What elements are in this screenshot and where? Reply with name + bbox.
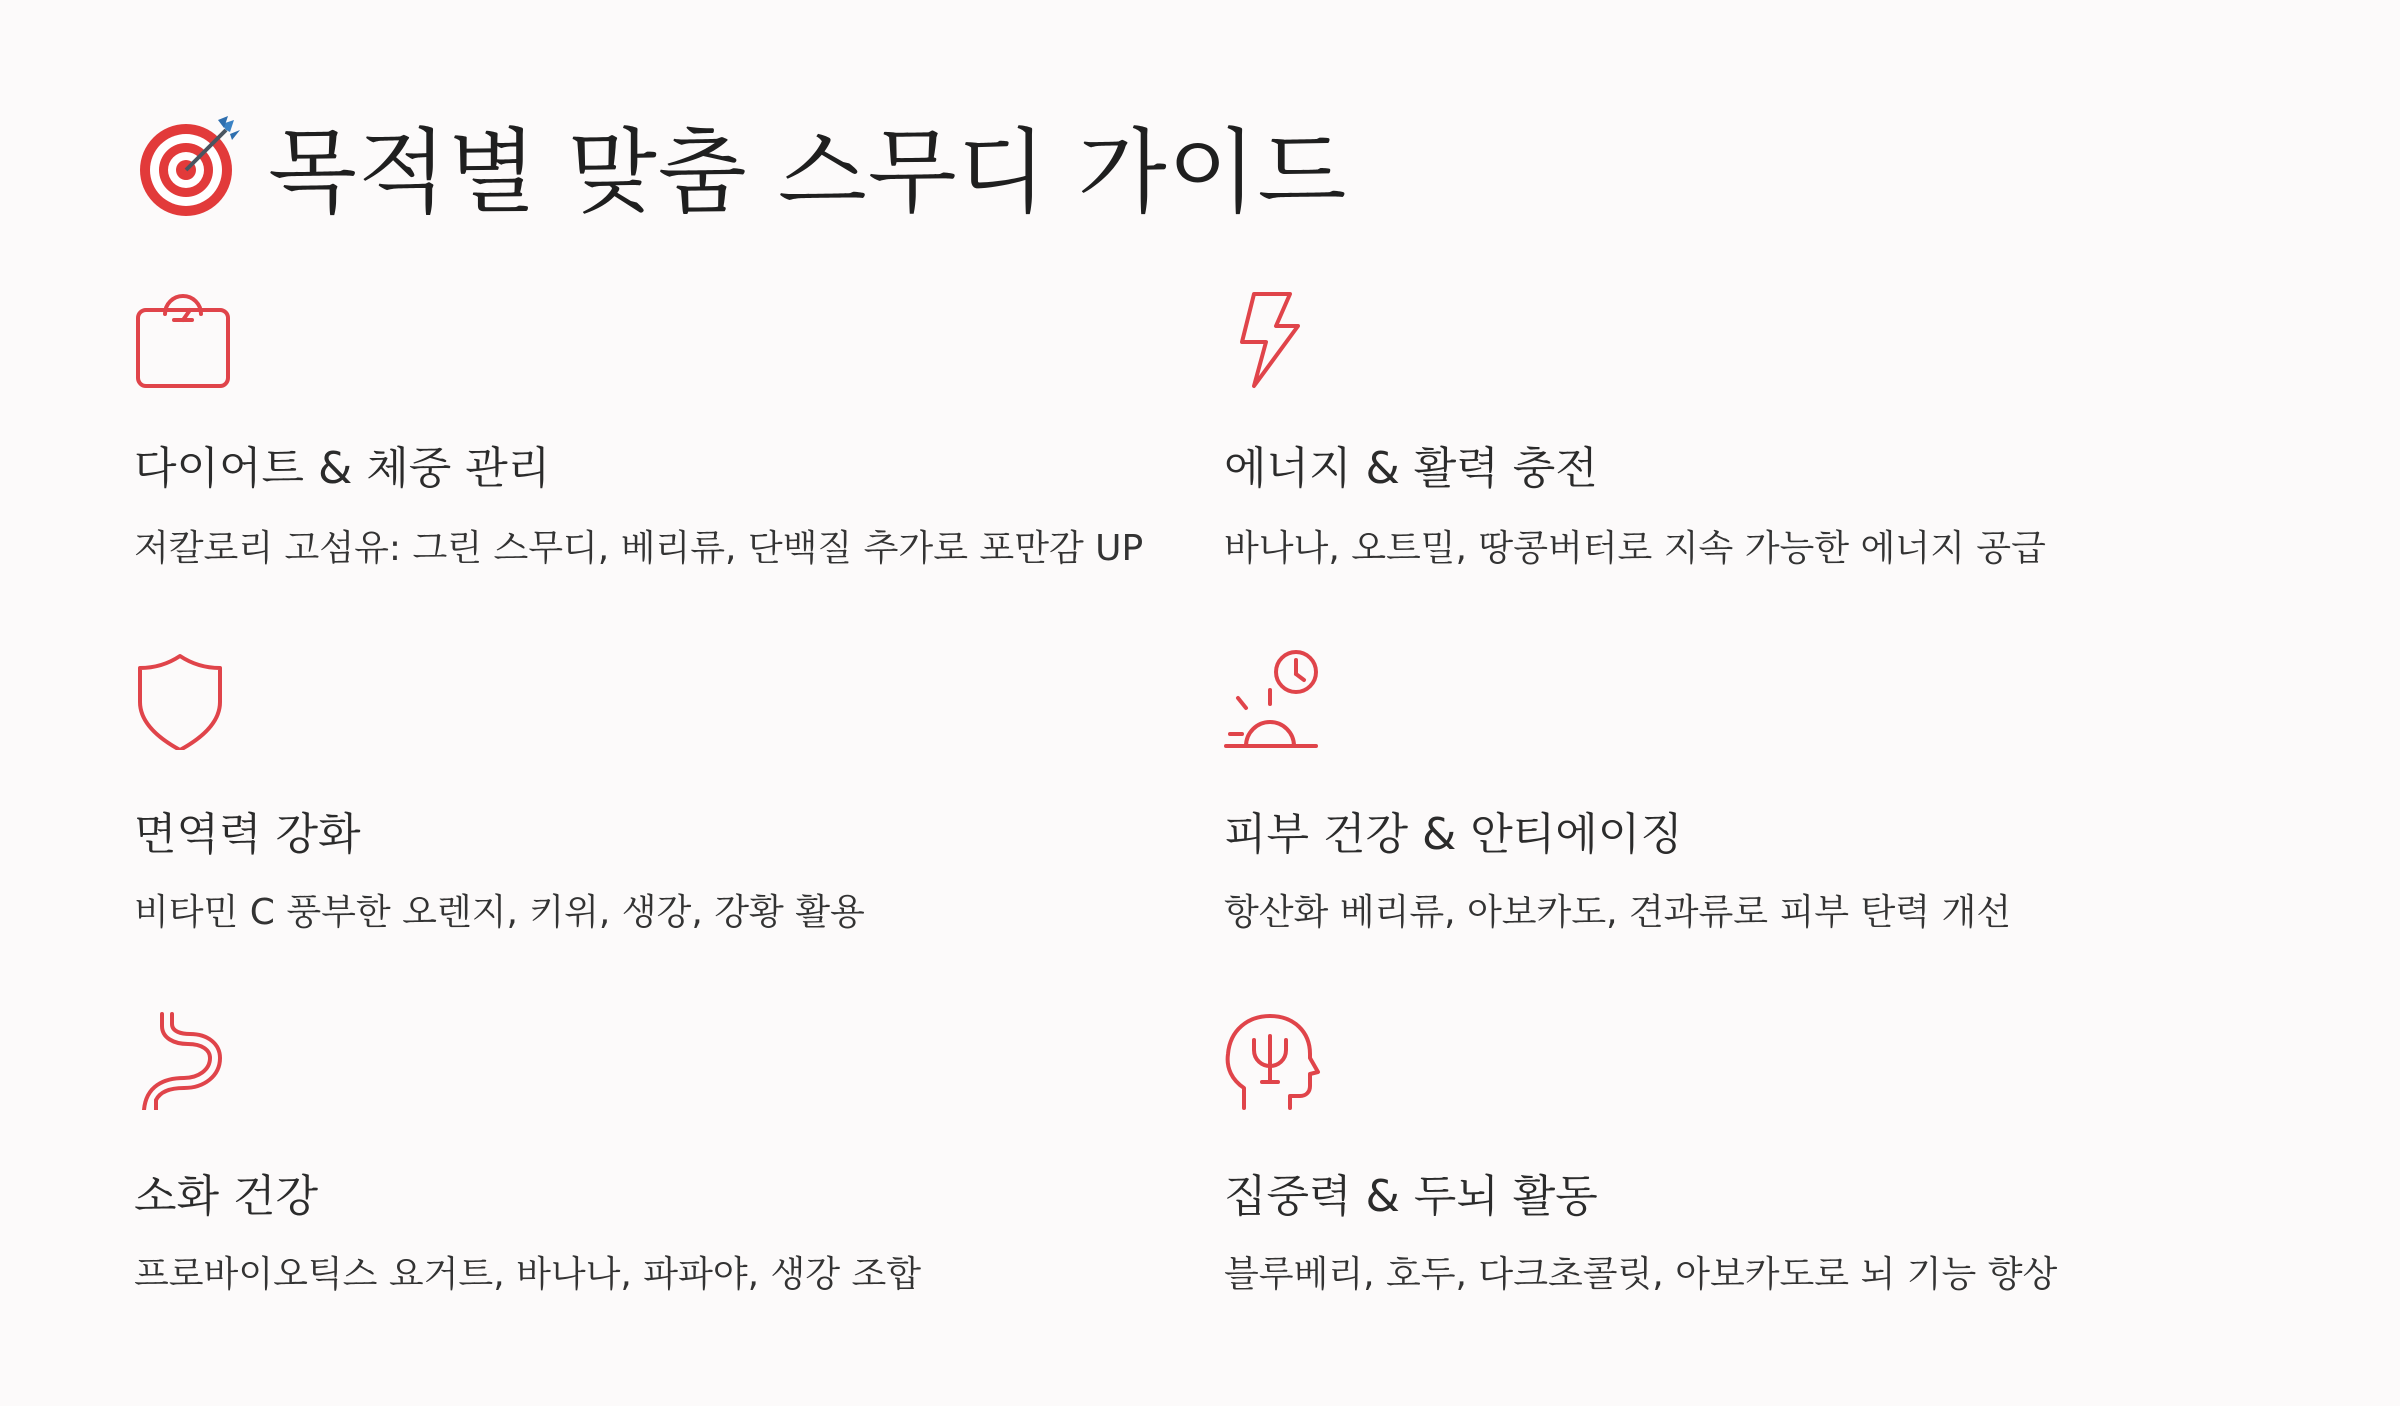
card-energy — [1224, 290, 2274, 590]
card-immunity — [134, 650, 1184, 950]
direct-hit-target-icon — [134, 110, 244, 220]
shield-icon — [134, 650, 234, 750]
card-description: 항산화 베리류, 아보카도, 견과류로 피부 탄력 개선 — [1224, 892, 2012, 933]
card-description: 프로바이오틱스 요거트, 바나나, 파파야, 생강 조합 — [134, 1254, 922, 1295]
card-digestion — [134, 1010, 1184, 1310]
head-psi-icon — [1224, 1010, 1324, 1110]
card-title: 집중력 & 두뇌 활동 — [1224, 1171, 1598, 1222]
page-title — [134, 100, 1347, 230]
card-description: 바나나, 오트밀, 땅콩버터로 지속 가능한 에너지 공급 — [1224, 528, 2046, 569]
card-description: 저칼로리 고섬유: 그린 스무디, 베리류, 단백질 추가로 포만감 UP — [134, 528, 1144, 569]
card-title: 다이어트 & 체중 관리 — [134, 443, 551, 494]
card-description: 블루베리, 호두, 다크초콜릿, 아보카도로 뇌 기능 향상 — [1224, 1254, 2058, 1295]
card-title: 면역력 강화 — [134, 809, 361, 860]
card-description: 비타민 C 풍부한 오렌지, 키위, 생강, 강황 활용 — [134, 892, 865, 933]
card-title: 피부 건강 & 안티에이징 — [1224, 809, 1683, 860]
card-skin — [1224, 650, 2274, 950]
card-focus — [1224, 1010, 2274, 1310]
lightning-bolt-icon — [1224, 290, 1324, 390]
stomach-icon — [134, 1010, 234, 1110]
sunrise-clock-icon — [1224, 650, 1324, 750]
card-title: 소화 건강 — [134, 1171, 319, 1222]
card-title: 에너지 & 활력 충전 — [1224, 443, 1598, 494]
page-title-text: 목적별 맞춤 스무디 가이드 — [268, 119, 1348, 226]
scale-icon — [134, 290, 234, 390]
card-diet — [134, 290, 1184, 590]
